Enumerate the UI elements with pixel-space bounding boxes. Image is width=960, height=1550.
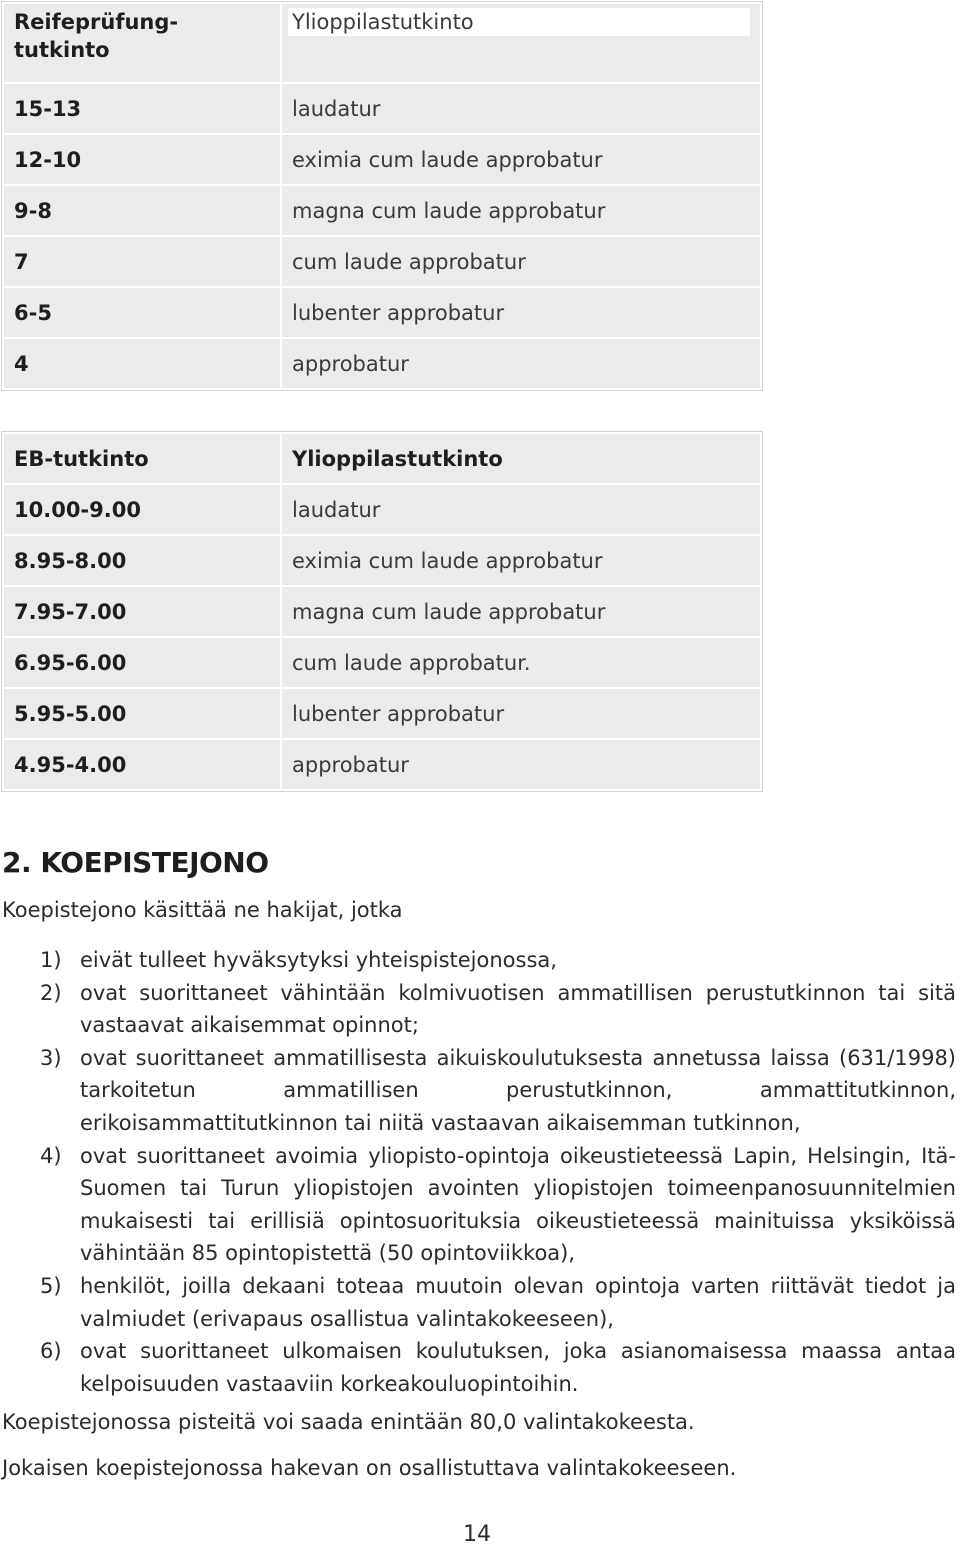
page-number: 14 xyxy=(463,1522,491,1547)
table-header-cell: Reifeprüfung-tutkinto xyxy=(3,3,281,83)
list-item xyxy=(0,944,956,977)
intro-paragraph: Koepistejono käsittää ne hakijat, jotka xyxy=(2,898,403,922)
table-row xyxy=(3,484,761,535)
matriculation-grade-cell: cum laude approbatur xyxy=(281,236,761,287)
table-header-cell xyxy=(281,3,761,83)
grade-range-cell: 12-10 xyxy=(3,134,281,185)
matriculation-grade-cell: magna cum laude approbatur xyxy=(281,586,761,637)
matriculation-grade-cell: approbatur xyxy=(281,338,761,389)
table-row xyxy=(3,185,761,236)
table-row xyxy=(3,236,761,287)
matriculation-grade-cell: eximia cum laude approbatur xyxy=(281,535,761,586)
grade-range-cell: 15-13 xyxy=(3,83,281,134)
matriculation-grade-cell: approbatur xyxy=(281,739,761,790)
list-item-number: 5) xyxy=(40,1273,62,1298)
grade-range-cell: 5.95-5.00 xyxy=(3,688,281,739)
reifepruefung-conversion-table xyxy=(2,2,762,390)
grade-range-cell: 7.95-7.00 xyxy=(3,586,281,637)
table-row xyxy=(3,83,761,134)
grade-range-cell: 6-5 xyxy=(3,287,281,338)
table-row xyxy=(3,338,761,389)
matriculation-grade-cell: lubenter approbatur xyxy=(281,688,761,739)
matriculation-grade-cell: laudatur xyxy=(281,83,761,134)
grade-range-cell: 9-8 xyxy=(3,185,281,236)
grade-range-cell: 8.95-8.00 xyxy=(3,535,281,586)
max-points-paragraph: Koepistejonossa pisteitä voi saada enintään 80,0 valintakokeesta. xyxy=(2,1410,695,1434)
table-row xyxy=(3,637,761,688)
list-item xyxy=(0,977,956,1042)
list-item-number: 2) xyxy=(40,980,62,1005)
list-item xyxy=(0,1042,956,1140)
list-item-text: ovat suorittaneet vähintään kolmivuotisen ammatillisen perustutkinnon tai sitä vastaavat aikaisemmat opinnot; xyxy=(80,980,956,1038)
table-row xyxy=(3,134,761,185)
grade-range-cell: 6.95-6.00 xyxy=(3,637,281,688)
list-item-number: 3) xyxy=(40,1045,62,1070)
table-row xyxy=(3,688,761,739)
table-row xyxy=(3,535,761,586)
list-item-text: ovat suorittaneet avoimia yliopisto-opintoja oikeustieteessä Lapin, Helsingin, Itä-Suomen tai Turun yliopistojen avointen yliopistojen toimeenpanosuunnitelmien mukaisesti tai erillisiä opintosuorituksia oikeustieteessä mainituissa yksiköissä vähintään 85 opintopistettä (50 opintoviikkoa), xyxy=(80,1143,956,1266)
matriculation-grade-cell: lubenter approbatur xyxy=(281,287,761,338)
list-item-number: 1) xyxy=(40,948,62,972)
matriculation-grade-cell: magna cum laude approbatur xyxy=(281,185,761,236)
grade-range-cell: 10.00-9.00 xyxy=(3,484,281,535)
grade-range-cell: 7 xyxy=(3,236,281,287)
table-header-label: Ylioppilastutkinto xyxy=(288,8,750,36)
list-item xyxy=(0,1140,956,1270)
grade-range-cell: 4.95-4.00 xyxy=(3,739,281,790)
matriculation-grade-cell: eximia cum laude approbatur xyxy=(281,134,761,185)
eb-conversion-table xyxy=(2,432,762,791)
list-item xyxy=(0,1335,956,1400)
table-header-row xyxy=(3,3,761,83)
list-item-number: 4) xyxy=(40,1143,62,1168)
list-item-number: 6) xyxy=(40,1339,62,1364)
table-header-cell: Ylioppilastutkinto xyxy=(281,433,761,484)
table-row xyxy=(3,739,761,790)
list-item-text: ovat suorittaneet ammatillisesta aikuiskoulutuksesta annetussa laissa (631/1998) tarkoitetun ammatillisen perustutkinnon, ammattitutkinnon, erikoisammattitutkinnon tai niitä vastaavan aikaisemman tutkinnon, xyxy=(80,1045,956,1135)
grade-range-cell: 4 xyxy=(3,338,281,389)
table-header-row xyxy=(3,433,761,484)
section-heading: 2. KOEPISTEJONO xyxy=(2,846,269,879)
list-item-text: eivät tulleet hyväksytyksi yhteispistejonossa, xyxy=(80,948,557,972)
table-row xyxy=(3,287,761,338)
matriculation-grade-cell: cum laude approbatur. xyxy=(281,637,761,688)
list-item-text: ovat suorittaneet ulkomaisen koulutuksen, joka asianomaisessa maassa antaa kelpoisuuden vastaaviin korkeakouluopintoihin. xyxy=(80,1339,956,1396)
table-header-cell: EB-tutkinto xyxy=(3,433,281,484)
matriculation-grade-cell: laudatur xyxy=(281,484,761,535)
list-item-text: henkilöt, joilla dekaani toteaa muutoin olevan opintoja varten riittävät tiedot ja valmiudet (erivapaus osallistua valintakokeeseen), xyxy=(80,1273,956,1331)
table-row xyxy=(3,586,761,637)
criteria-list xyxy=(0,944,956,1400)
list-item xyxy=(0,1270,956,1335)
participation-paragraph: Jokaisen koepistejonossa hakevan on osallistuttava valintakokeeseen. xyxy=(2,1456,737,1480)
